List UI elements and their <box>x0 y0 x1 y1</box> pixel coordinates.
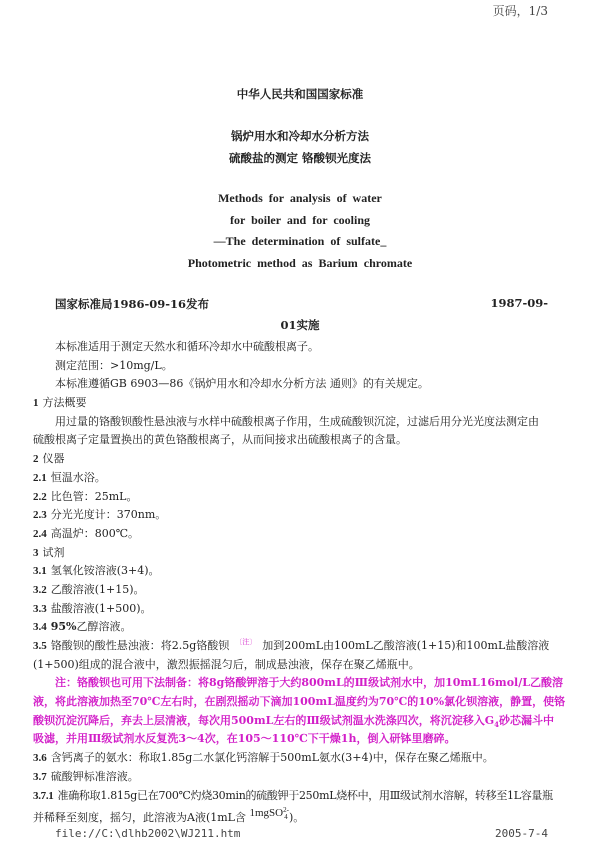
print-date: 2005-7-4 <box>495 827 548 840</box>
document-body <box>33 338 566 828</box>
title-en-1: Methods for analysis of water <box>218 191 382 205</box>
title-en-2: for boiler and for cooling <box>229 213 370 227</box>
list-item: 3.7.1 准确称取1.815g已在700℃灼烧30min的硫酸钾于250mL烧杯中，用Ⅲ级试剂水溶解，转移至1L容量瓶 <box>33 788 553 802</box>
title-cn-1: 锅炉用水和冷却水分析方法 <box>231 129 369 143</box>
paragraph: 测定范围：>10mg/L。 <box>55 358 173 372</box>
paragraph: 本标准适用于测定天然水和循环冷却水中硫酸根离子。 <box>55 340 319 353</box>
file-path: file://C:\dlhb2002\WJ211.htm <box>55 827 241 840</box>
standard-heading: 中华人民共和国国家标准 <box>236 87 364 101</box>
paragraph: 并稀释至刻度，摇匀，此溶液为A液(1mL含 1mgSO2- 4)。 <box>33 805 305 825</box>
list-item: 2.1 恒温水浴。 <box>33 470 106 484</box>
note-line: 吸滤，并用Ⅲ级试剂水反复洗3～4次，在105～110℃下干燥1h，倒入研钵里磨碎。 <box>33 732 456 746</box>
paragraph: 硫酸根离子定量置换出的黄色铬酸根离子，从而间接求出硫酸根离子的含量。 <box>33 433 407 447</box>
footnote-ref[interactable]: 〔注〕 <box>235 638 257 647</box>
list-item: 3.2 乙酸溶液(1+15)。 <box>33 582 145 596</box>
title-en-3: —The determination of sulfate_ <box>213 234 387 248</box>
section-heading: 1 方法概要 <box>33 396 87 410</box>
note-line: 注：铬酸钡也可用下法制备：将8g铬酸钾溶于大约800mL的Ⅲ级试剂水中，加10mL16mol/L乙酸溶 <box>55 676 563 690</box>
list-item: 3.7 硫酸钾标准溶液。 <box>33 769 139 783</box>
paragraph: 用过量的铬酸钡酸性悬浊液与水样中硫酸根离子作用，生成硫酸钡沉淀，过滤后用分光光度法测定由 <box>55 414 539 428</box>
list-item: 3.6 含钙离子的氨水：称取1.85g二水氯化钙溶解于500mL氨水(3+4)中，保存在聚乙烯瓶中。 <box>33 751 494 765</box>
list-item: 2.3 分光光度计：370nm。 <box>33 508 167 522</box>
section-heading: 3 试剂 <box>33 545 65 559</box>
paragraph: (1+500)组成的混合液中，激烈振摇混匀后，制成悬浊液，保存在聚乙烯瓶中。 <box>33 657 420 671</box>
list-item: 3.4 95%乙醇溶液。 <box>33 620 132 634</box>
list-item: 3.5 铬酸钡的酸性悬浊液：将2.5g铬酸钡 $^{〔注〕}$ 加到200mL由100mL乙酸溶液(1+15)和100mL盐酸溶液 <box>33 638 550 652</box>
note-line: 酸钡沉淀沉降后，弃去上层清液，每次用500mL左右的Ⅲ级试剂温水洗涤四次，将沉淀移入$G_4$砂芯漏斗中 <box>33 713 554 729</box>
list-item: 2.2 比色管：25mL。 <box>33 489 138 503</box>
page-number: 页码，1/3 <box>492 4 548 18</box>
list-item: 2.4 高温炉：800℃。 <box>33 526 140 540</box>
list-item: 3.3 盐酸溶液(1+500)。 <box>33 601 152 615</box>
list-item: 3.1 氢氧化铵溶液(3+4)。 <box>33 564 160 578</box>
section-heading: 2 仪器 <box>33 452 65 466</box>
sulfate-formula: 1mgSO2- 4 <box>249 805 289 821</box>
title-cn-2: 硫酸盐的测定 铬酸钡光度法 <box>228 151 371 165</box>
title-en-4: Photometric method as Barium chromate <box>187 256 413 270</box>
effective-date-cont: 01实施 <box>280 318 320 332</box>
paragraph: 本标准遵循GB 6903—86《锅炉用水和冷却水分析方法 通则》的有关规定。 <box>55 377 429 391</box>
issue-date: 国家标准局1986-09-16发布 <box>55 297 210 311</box>
effective-date: 1987-09- <box>490 296 548 310</box>
note-line: 液，将此溶液加热至70℃左右时，在剧烈摇动下滴加100mL温度约为70℃的10%氯化钡溶液，静置，使铬 <box>33 695 566 709</box>
